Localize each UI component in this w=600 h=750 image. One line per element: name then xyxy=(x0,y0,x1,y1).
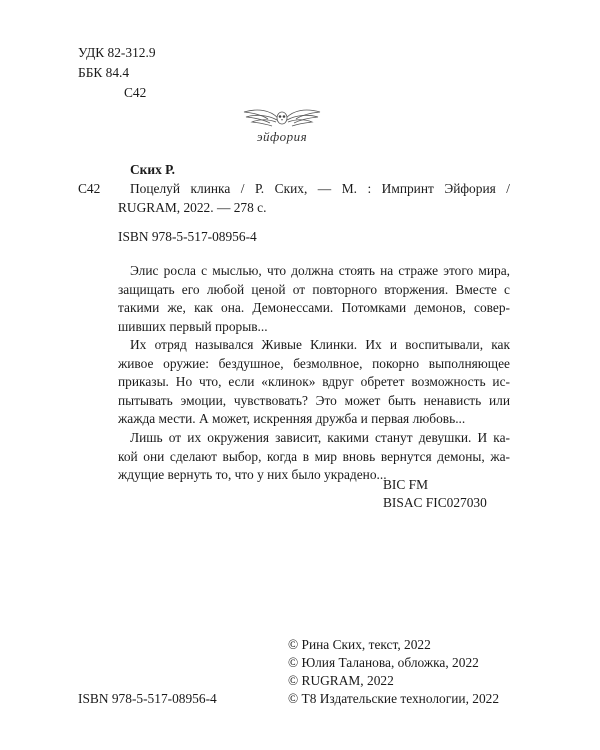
bibliographic-title-line: Поцелуй клинка / Р. Ских, — М. : Импринт Эйфория / xyxy=(130,181,510,196)
logo-wordmark: эйфория xyxy=(256,129,308,144)
annotation-line: Лишь от их окружения зависит, какими станут девушки. И ка- xyxy=(130,430,510,445)
bibliographic-publisher-line: RUGRAM, 2022. — 278 с. xyxy=(118,200,267,215)
udk-code: УДК 82-312.9 xyxy=(78,45,156,60)
annotation-line: шивших первый прорыв... xyxy=(118,318,268,334)
classification-block xyxy=(78,43,156,103)
annotation-line: живое оружие: бездушное, безмолвное, покорно выполняющее xyxy=(118,355,510,371)
annotation-line: Их отряд назывался Живые Клинки. Их и воспитывали, как xyxy=(130,337,510,352)
annotation-line: приказы. Но что, если «клинок» вдруг обретет возможность ис- xyxy=(118,374,510,389)
annotation-line: пытывать эмоции, чувствовать? Это может быть ненависть или xyxy=(118,392,510,408)
bisac-code: BISAC FIC027030 xyxy=(383,495,487,510)
author-name: Ских Р. xyxy=(130,162,175,177)
bic-code: BIC FM xyxy=(383,477,429,492)
annotation-line: такими же, как она. Демонессами. Потомками демонов, совер- xyxy=(118,300,510,315)
annotation-paragraph-3 xyxy=(118,429,510,485)
annotation-line: Элис росла с мыслью, что должна стоять на страже этого мира, xyxy=(130,263,510,278)
publisher-logo xyxy=(234,104,330,148)
annotation-line: кой они сделают выбор, когда в мир вновь вернутся демоны, жа- xyxy=(118,448,510,464)
annotation-paragraph-2 xyxy=(118,336,510,429)
isbn-main: ISBN 978-5-517-08956-4 xyxy=(118,229,257,244)
annotation-line: жажда мести. А может, искренняя дружба и первая любовь... xyxy=(118,411,466,426)
annotation-line: защищать его любой ценой от повторного вторжения. Вместе с xyxy=(118,281,510,297)
copyright-line: © Рина Ских, текст, 2022 xyxy=(288,637,431,652)
bbk-code: ББК 84.4 xyxy=(78,65,130,80)
bibliographic-code: С42 xyxy=(78,181,101,196)
isbn-footer: ISBN 978-5-517-08956-4 xyxy=(78,691,217,706)
copyright-line: © Т8 Издательские технологии, 2022 xyxy=(288,691,500,706)
annotation-paragraph-1 xyxy=(118,262,510,336)
copyright-line: © Юлия Таланова, обложка, 2022 xyxy=(288,655,479,670)
copyright-line: © RUGRAM, 2022 xyxy=(288,673,394,688)
author-sign-code: С42 xyxy=(124,85,147,100)
annotation-line: ждущие вернуть то, что у них было украдено... xyxy=(118,467,387,482)
